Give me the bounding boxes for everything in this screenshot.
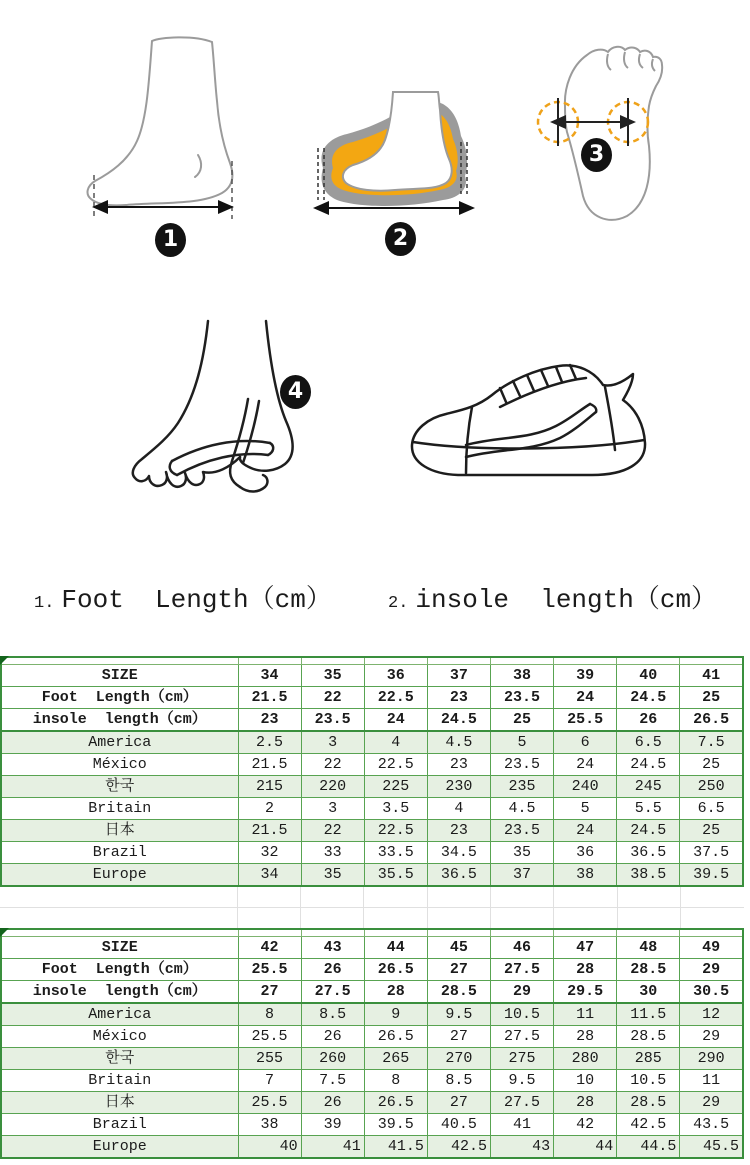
- table-row: [1, 798, 743, 820]
- size-cell: 23: [427, 687, 490, 709]
- size-cell: 39: [554, 665, 617, 687]
- size-cell: 11.5: [617, 1003, 680, 1026]
- size-cell: 7: [238, 1070, 301, 1092]
- size-cell: 42: [238, 937, 301, 959]
- size-cell: 24.5: [617, 687, 680, 709]
- size-cell: 25.5: [238, 959, 301, 981]
- size-cell: 34.5: [427, 842, 490, 864]
- size-cell: 3.5: [364, 798, 427, 820]
- size-cell: 7.5: [301, 1070, 364, 1092]
- size-cell: 27: [427, 1092, 490, 1114]
- size-cell: 35: [301, 665, 364, 687]
- size-cell: 23: [427, 754, 490, 776]
- size-cell: 36.5: [427, 864, 490, 887]
- size-cell: 5.5: [617, 798, 680, 820]
- size-cell: 22: [301, 754, 364, 776]
- size-cell: 42.5: [617, 1114, 680, 1136]
- size-cell: 28.5: [617, 1026, 680, 1048]
- caption-2-number: 2.: [388, 594, 409, 613]
- size-cell: 24: [554, 754, 617, 776]
- corner-triangle-icon: [0, 656, 9, 665]
- size-cell: 40: [617, 665, 680, 687]
- table-row: [1, 776, 743, 798]
- caption-row: [0, 562, 750, 656]
- size-cell: 3: [301, 731, 364, 754]
- size-cell: 41: [491, 1114, 554, 1136]
- size-cell: 40: [238, 1136, 301, 1159]
- size-cell: 255: [238, 1048, 301, 1070]
- row-label: insole length（cm）: [1, 981, 238, 1004]
- size-cell: 26: [301, 1092, 364, 1114]
- size-cell: 37: [491, 864, 554, 887]
- caption-2-text: insole length（cm）: [415, 585, 718, 615]
- row-label: México: [1, 1026, 238, 1048]
- size-cell: 30.5: [680, 981, 743, 1004]
- size-cell: 29: [680, 1026, 743, 1048]
- size-cell: 33.5: [364, 842, 427, 864]
- size-cell: 35: [491, 842, 554, 864]
- size-cell: 22.5: [364, 820, 427, 842]
- size-cell: 34: [238, 864, 301, 887]
- size-cell: 41.5: [364, 1136, 427, 1159]
- caption-insole-length: [388, 578, 717, 615]
- table-row: [1, 820, 743, 842]
- size-cell: 27: [238, 981, 301, 1004]
- size-cell: 6: [554, 731, 617, 754]
- size-cell: 10.5: [617, 1070, 680, 1092]
- size-cell: 43.5: [680, 1114, 743, 1136]
- size-cell: 23: [238, 709, 301, 732]
- size-cell: 9: [364, 1003, 427, 1026]
- table-row: [1, 754, 743, 776]
- table-row: [1, 864, 743, 887]
- size-cell: 28: [554, 1026, 617, 1048]
- size-cell: 38: [238, 1114, 301, 1136]
- size-cell: 260: [301, 1048, 364, 1070]
- row-label: Foot Length（cm）: [1, 687, 238, 709]
- size-cell: 36.5: [617, 842, 680, 864]
- size-cell: 2: [238, 798, 301, 820]
- size-cell: 40.5: [427, 1114, 490, 1136]
- size-cell: 240: [554, 776, 617, 798]
- size-cell: 275: [491, 1048, 554, 1070]
- size-cell: 23: [427, 820, 490, 842]
- size-cell: 38: [491, 665, 554, 687]
- size-cell: 3: [301, 798, 364, 820]
- size-cell: 4: [364, 731, 427, 754]
- size-cell: 28: [364, 981, 427, 1004]
- table-row: [1, 959, 743, 981]
- size-cell: 25: [680, 820, 743, 842]
- size-cell: 42: [554, 1114, 617, 1136]
- size-cell: 35.5: [364, 864, 427, 887]
- size-cell: 23.5: [491, 687, 554, 709]
- size-cell: 270: [427, 1048, 490, 1070]
- size-cell: 36: [554, 842, 617, 864]
- size-cell: 26.5: [364, 1026, 427, 1048]
- size-cell: 35: [301, 864, 364, 887]
- size-cell: 10.5: [491, 1003, 554, 1026]
- row-label: 한국: [1, 776, 238, 798]
- size-cell: 28.5: [427, 981, 490, 1004]
- size-cell: 39.5: [680, 864, 743, 887]
- row-label: Foot Length（cm）: [1, 959, 238, 981]
- table-row: [1, 665, 743, 687]
- row-label: Brazil: [1, 1114, 238, 1136]
- size-cell: 2.5: [238, 731, 301, 754]
- size-cell: 43: [301, 937, 364, 959]
- size-cell: 7.5: [680, 731, 743, 754]
- table-row: [1, 1092, 743, 1114]
- size-cell: 250: [680, 776, 743, 798]
- size-cell: 41: [301, 1136, 364, 1159]
- size-cell: 24: [364, 709, 427, 732]
- row-label: insole length（cm）: [1, 709, 238, 732]
- size-cell: 8: [238, 1003, 301, 1026]
- size-cell: 220: [301, 776, 364, 798]
- size-cell: 33: [301, 842, 364, 864]
- size-cell: 6.5: [680, 798, 743, 820]
- step-1-badge: 1: [155, 223, 186, 257]
- size-cell: 8.5: [427, 1070, 490, 1092]
- size-cell: 11: [554, 1003, 617, 1026]
- size-cell: 225: [364, 776, 427, 798]
- size-cell: 24: [554, 820, 617, 842]
- table-row: [1, 1026, 743, 1048]
- table-row: [1, 687, 743, 709]
- caption-1-text: Foot Length（cm）: [61, 585, 332, 615]
- size-cell: 32: [238, 842, 301, 864]
- size-cell: 4.5: [491, 798, 554, 820]
- row-label: America: [1, 731, 238, 754]
- size-cell: 29: [680, 1092, 743, 1114]
- size-cell: 44: [364, 937, 427, 959]
- row-label: México: [1, 754, 238, 776]
- size-cell: 25.5: [554, 709, 617, 732]
- size-cell: 28: [554, 1092, 617, 1114]
- size-cell: 23.5: [301, 709, 364, 732]
- size-cell: 24.5: [617, 820, 680, 842]
- caption-1-number: 1.: [34, 594, 55, 613]
- row-label: Britain: [1, 798, 238, 820]
- size-cell: 9.5: [427, 1003, 490, 1026]
- foot-length-diagram-icon: [82, 35, 257, 230]
- size-cell: 22.5: [364, 687, 427, 709]
- size-cell: 27.5: [491, 1092, 554, 1114]
- size-cell: 45.5: [680, 1136, 743, 1159]
- size-cell: 29: [491, 981, 554, 1004]
- table-row: [1, 937, 743, 959]
- size-cell: 27: [427, 1026, 490, 1048]
- row-label: 한국: [1, 1048, 238, 1070]
- row-label: Europe: [1, 864, 238, 887]
- size-cell: 39: [301, 1114, 364, 1136]
- size-cell: 26.5: [680, 709, 743, 732]
- size-cell: 28.5: [617, 959, 680, 981]
- row-label: SIZE: [1, 937, 238, 959]
- row-label: 日本: [1, 1092, 238, 1114]
- size-cell: 41: [680, 665, 743, 687]
- size-cell: 38: [554, 864, 617, 887]
- size-cell: 34: [238, 665, 301, 687]
- size-cell: 5: [554, 798, 617, 820]
- corner-triangle-icon: [0, 928, 9, 937]
- size-cell: 26.5: [364, 1092, 427, 1114]
- table-row: [1, 842, 743, 864]
- size-cell: 22: [301, 820, 364, 842]
- table-row: [1, 1070, 743, 1092]
- size-cell: 6.5: [617, 731, 680, 754]
- insole-length-diagram-icon: [305, 90, 505, 218]
- table-row: [1, 1048, 743, 1070]
- size-cell: 23.5: [491, 754, 554, 776]
- table-row: [1, 731, 743, 754]
- size-cell: 29: [680, 959, 743, 981]
- row-label: Britain: [1, 1070, 238, 1092]
- size-cell: 11: [680, 1070, 743, 1092]
- spacer-row: [1, 929, 743, 937]
- size-cell: 25: [491, 709, 554, 732]
- size-cell: 27.5: [491, 1026, 554, 1048]
- size-cell: 26: [301, 959, 364, 981]
- size-cell: 8: [364, 1070, 427, 1092]
- size-cell: 290: [680, 1048, 743, 1070]
- size-cell: 25.5: [238, 1026, 301, 1048]
- size-cell: 12: [680, 1003, 743, 1026]
- step-4-badge: 4: [280, 375, 311, 409]
- size-cell: 22.5: [364, 754, 427, 776]
- size-cell: 45: [427, 937, 490, 959]
- size-cell: 22: [301, 687, 364, 709]
- size-cell: 24.5: [427, 709, 490, 732]
- size-table-34-41: [0, 656, 744, 887]
- step-2-badge: 2: [385, 222, 416, 256]
- size-cell: 36: [364, 665, 427, 687]
- row-label: America: [1, 1003, 238, 1026]
- size-cell: 42.5: [427, 1136, 490, 1159]
- size-cell: 26.5: [364, 959, 427, 981]
- size-cell: 30: [617, 981, 680, 1004]
- size-cell: 46: [491, 937, 554, 959]
- row-label: SIZE: [1, 665, 238, 687]
- table-row: [1, 1114, 743, 1136]
- size-cell: 4: [427, 798, 490, 820]
- size-cell: 37.5: [680, 842, 743, 864]
- table-row: [1, 1136, 743, 1159]
- size-cell: 48: [617, 937, 680, 959]
- foot-width-diagram-icon: [535, 42, 705, 237]
- size-cell: 4.5: [427, 731, 490, 754]
- measurement-figures: [0, 0, 750, 562]
- size-cell: 24: [554, 687, 617, 709]
- size-cell: 280: [554, 1048, 617, 1070]
- size-cell: 8.5: [301, 1003, 364, 1026]
- row-label: 日本: [1, 820, 238, 842]
- size-cell: 44: [554, 1136, 617, 1159]
- size-cell: 215: [238, 776, 301, 798]
- instep-girth-diagram-icon: [122, 315, 337, 515]
- size-table-42-49-grid: [0, 928, 744, 1159]
- spacer-row: [1, 657, 743, 665]
- size-cell: 5: [491, 731, 554, 754]
- sneaker-illustration-icon: [400, 350, 660, 490]
- size-cell: 21.5: [238, 820, 301, 842]
- size-cell: 27: [427, 959, 490, 981]
- size-cell: 230: [427, 776, 490, 798]
- size-cell: 28.5: [617, 1092, 680, 1114]
- empty-grid-rows: [0, 887, 744, 928]
- table-row: [1, 981, 743, 1004]
- size-cell: 26: [617, 709, 680, 732]
- size-cell: 37: [427, 665, 490, 687]
- size-cell: 28: [554, 959, 617, 981]
- size-cell: 285: [617, 1048, 680, 1070]
- size-cell: 47: [554, 937, 617, 959]
- table-row: [1, 709, 743, 732]
- size-cell: 245: [617, 776, 680, 798]
- step-3-badge: 3: [581, 138, 612, 172]
- row-label: Brazil: [1, 842, 238, 864]
- size-table-34-41-grid: [0, 656, 744, 887]
- size-cell: 23.5: [491, 820, 554, 842]
- size-cell: 49: [680, 937, 743, 959]
- size-cell: 25: [680, 687, 743, 709]
- row-label: Europe: [1, 1136, 238, 1159]
- size-cell: 21.5: [238, 754, 301, 776]
- size-cell: 26: [301, 1026, 364, 1048]
- size-cell: 44.5: [617, 1136, 680, 1159]
- size-cell: 235: [491, 776, 554, 798]
- caption-foot-length: [34, 578, 332, 615]
- size-cell: 38.5: [617, 864, 680, 887]
- size-cell: 9.5: [491, 1070, 554, 1092]
- size-cell: 39.5: [364, 1114, 427, 1136]
- size-cell: 10: [554, 1070, 617, 1092]
- size-cell: 25: [680, 754, 743, 776]
- size-cell: 27.5: [491, 959, 554, 981]
- size-cell: 21.5: [238, 687, 301, 709]
- size-cell: 24.5: [617, 754, 680, 776]
- size-table-42-49: [0, 928, 744, 1159]
- size-cell: 43: [491, 1136, 554, 1159]
- size-cell: 27.5: [301, 981, 364, 1004]
- size-cell: 25.5: [238, 1092, 301, 1114]
- table-row: [1, 1003, 743, 1026]
- size-cell: 265: [364, 1048, 427, 1070]
- size-cell: 29.5: [554, 981, 617, 1004]
